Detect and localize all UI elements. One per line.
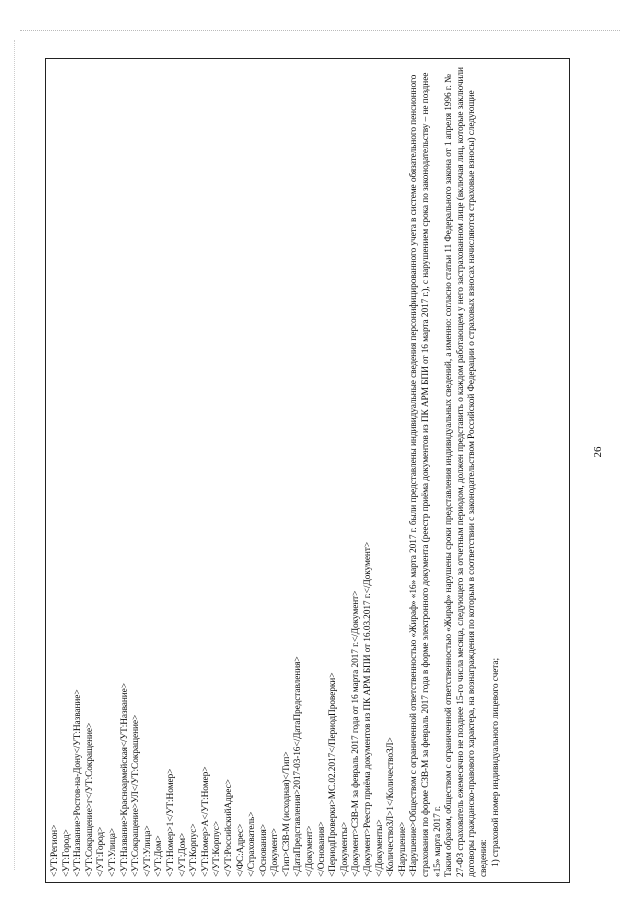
xml-line: <УТ:Название>Ростов-на-Дону</УТ:Название>: [73, 689, 84, 877]
xml-line: <УТ:Дом>: [154, 835, 165, 877]
rotated-document-body: [50, 62, 565, 877]
xml-line: </Страхователь>: [247, 811, 258, 877]
xml-code-block: [50, 62, 409, 877]
page-number: 26: [592, 446, 604, 458]
xml-line: </Основания>: [316, 821, 327, 877]
scan-edge-top: [20, 30, 620, 31]
xml-line: </УТ:РоссийскийАдрес>: [223, 779, 234, 877]
scan-edge-left: [14, 40, 15, 870]
xml-line: <УТ:Регион>: [50, 824, 60, 877]
xml-line: </Документ>: [305, 825, 316, 877]
xml-line: <Тип>СЗВ-М (исходная)</Тип>: [281, 751, 292, 877]
xml-line: </УТ:Город>: [96, 826, 107, 877]
xml-line: <Документ>СЗВ-М за февраль 2017 года от 16 марта 2017 г.</Документ>: [351, 590, 362, 877]
xml-line: <ДатаПредставления>2017-03-16</ДатаПредставления>: [293, 656, 304, 877]
xml-line: <КоличествоЗЛ>1</КоличествоЗЛ>: [386, 737, 397, 877]
violation-paragraph: <Нарушение>Обществом с ограниченной ответственностью «Жираф» «16» марта 2017 г. были представлены индивидуальные сведения персонифицированного учета в системе обязательного пенсионного страхования по форме СЗВ-М за февраль 2017 года в форме электронного документа (реестр приёма документов из ПК АРМ БПИ от 16 марта 2017 г.), с нарушением срока по законодательству – не позднее «15» марта 2017 г.: [409, 72, 443, 877]
xml-line: </УТ:Улица>: [142, 825, 153, 877]
xml-line: <УТ:Улица>: [107, 828, 118, 877]
xml-line: <УТ:Название>Красноармейская</УТ:Название>: [119, 683, 130, 877]
xml-line: </ФС:Адрес>: [235, 823, 246, 877]
xml-line: <УТ:Корпус>: [189, 823, 200, 877]
conclusion-paragraph: Таким образом, обществом с ограниченной ответственностью «Жираф» нарушены сроки представления индивидуальных сведений, а именно: согласно статьи 11 Федерального закона от 1 апреля 1996 г. № 27-ФЗ страхователь ежемесячно не позднее 15-го числа месяца, следующего за отчетным периодом, должен представить о каждом работающем у него застрахованном лице (включая лиц, которые заключили договоры гражданско-правового характера, на вознаграждения по которым в соответствии с законодательством Российской Федерации о страховых взносах начисляются страховые взносы) следующие сведения:: [444, 67, 489, 877]
xml-line: <Документ>: [270, 828, 281, 877]
xml-line: </УТ:Корпус>: [212, 821, 223, 877]
list-item-1: 1) страховой номер индивидуального лицевого счета;: [490, 658, 501, 867]
xml-line: <Документы>: [339, 821, 350, 877]
xml-line: <УТ:Сокращение>УЛ</УТ:Сокращение>: [131, 714, 142, 877]
xml-line: <Нарушение>: [397, 821, 408, 877]
xml-line: <ПериодПроверки>МС.02.2017</ПериодПроверки>: [328, 672, 339, 877]
xml-line: <УТ:Сокращение>г</УТ:Сокращение>: [84, 722, 95, 877]
xml-line: <УТ:Город>: [61, 829, 72, 877]
xml-line: <УТ:Номер>А</УТ:Номер>: [200, 766, 211, 877]
xml-line: </УТ:Дом>: [177, 832, 188, 877]
xml-line: </Документы>: [374, 819, 385, 877]
xml-line: <УТ:Номер>1</УТ:Номер>: [165, 768, 176, 877]
xml-line: <Основания>: [258, 824, 269, 877]
xml-line: <Документ>Реестр приёма документов из ПК АРМ БПИ от 16.03.2017 г.</Документ>: [363, 541, 374, 877]
